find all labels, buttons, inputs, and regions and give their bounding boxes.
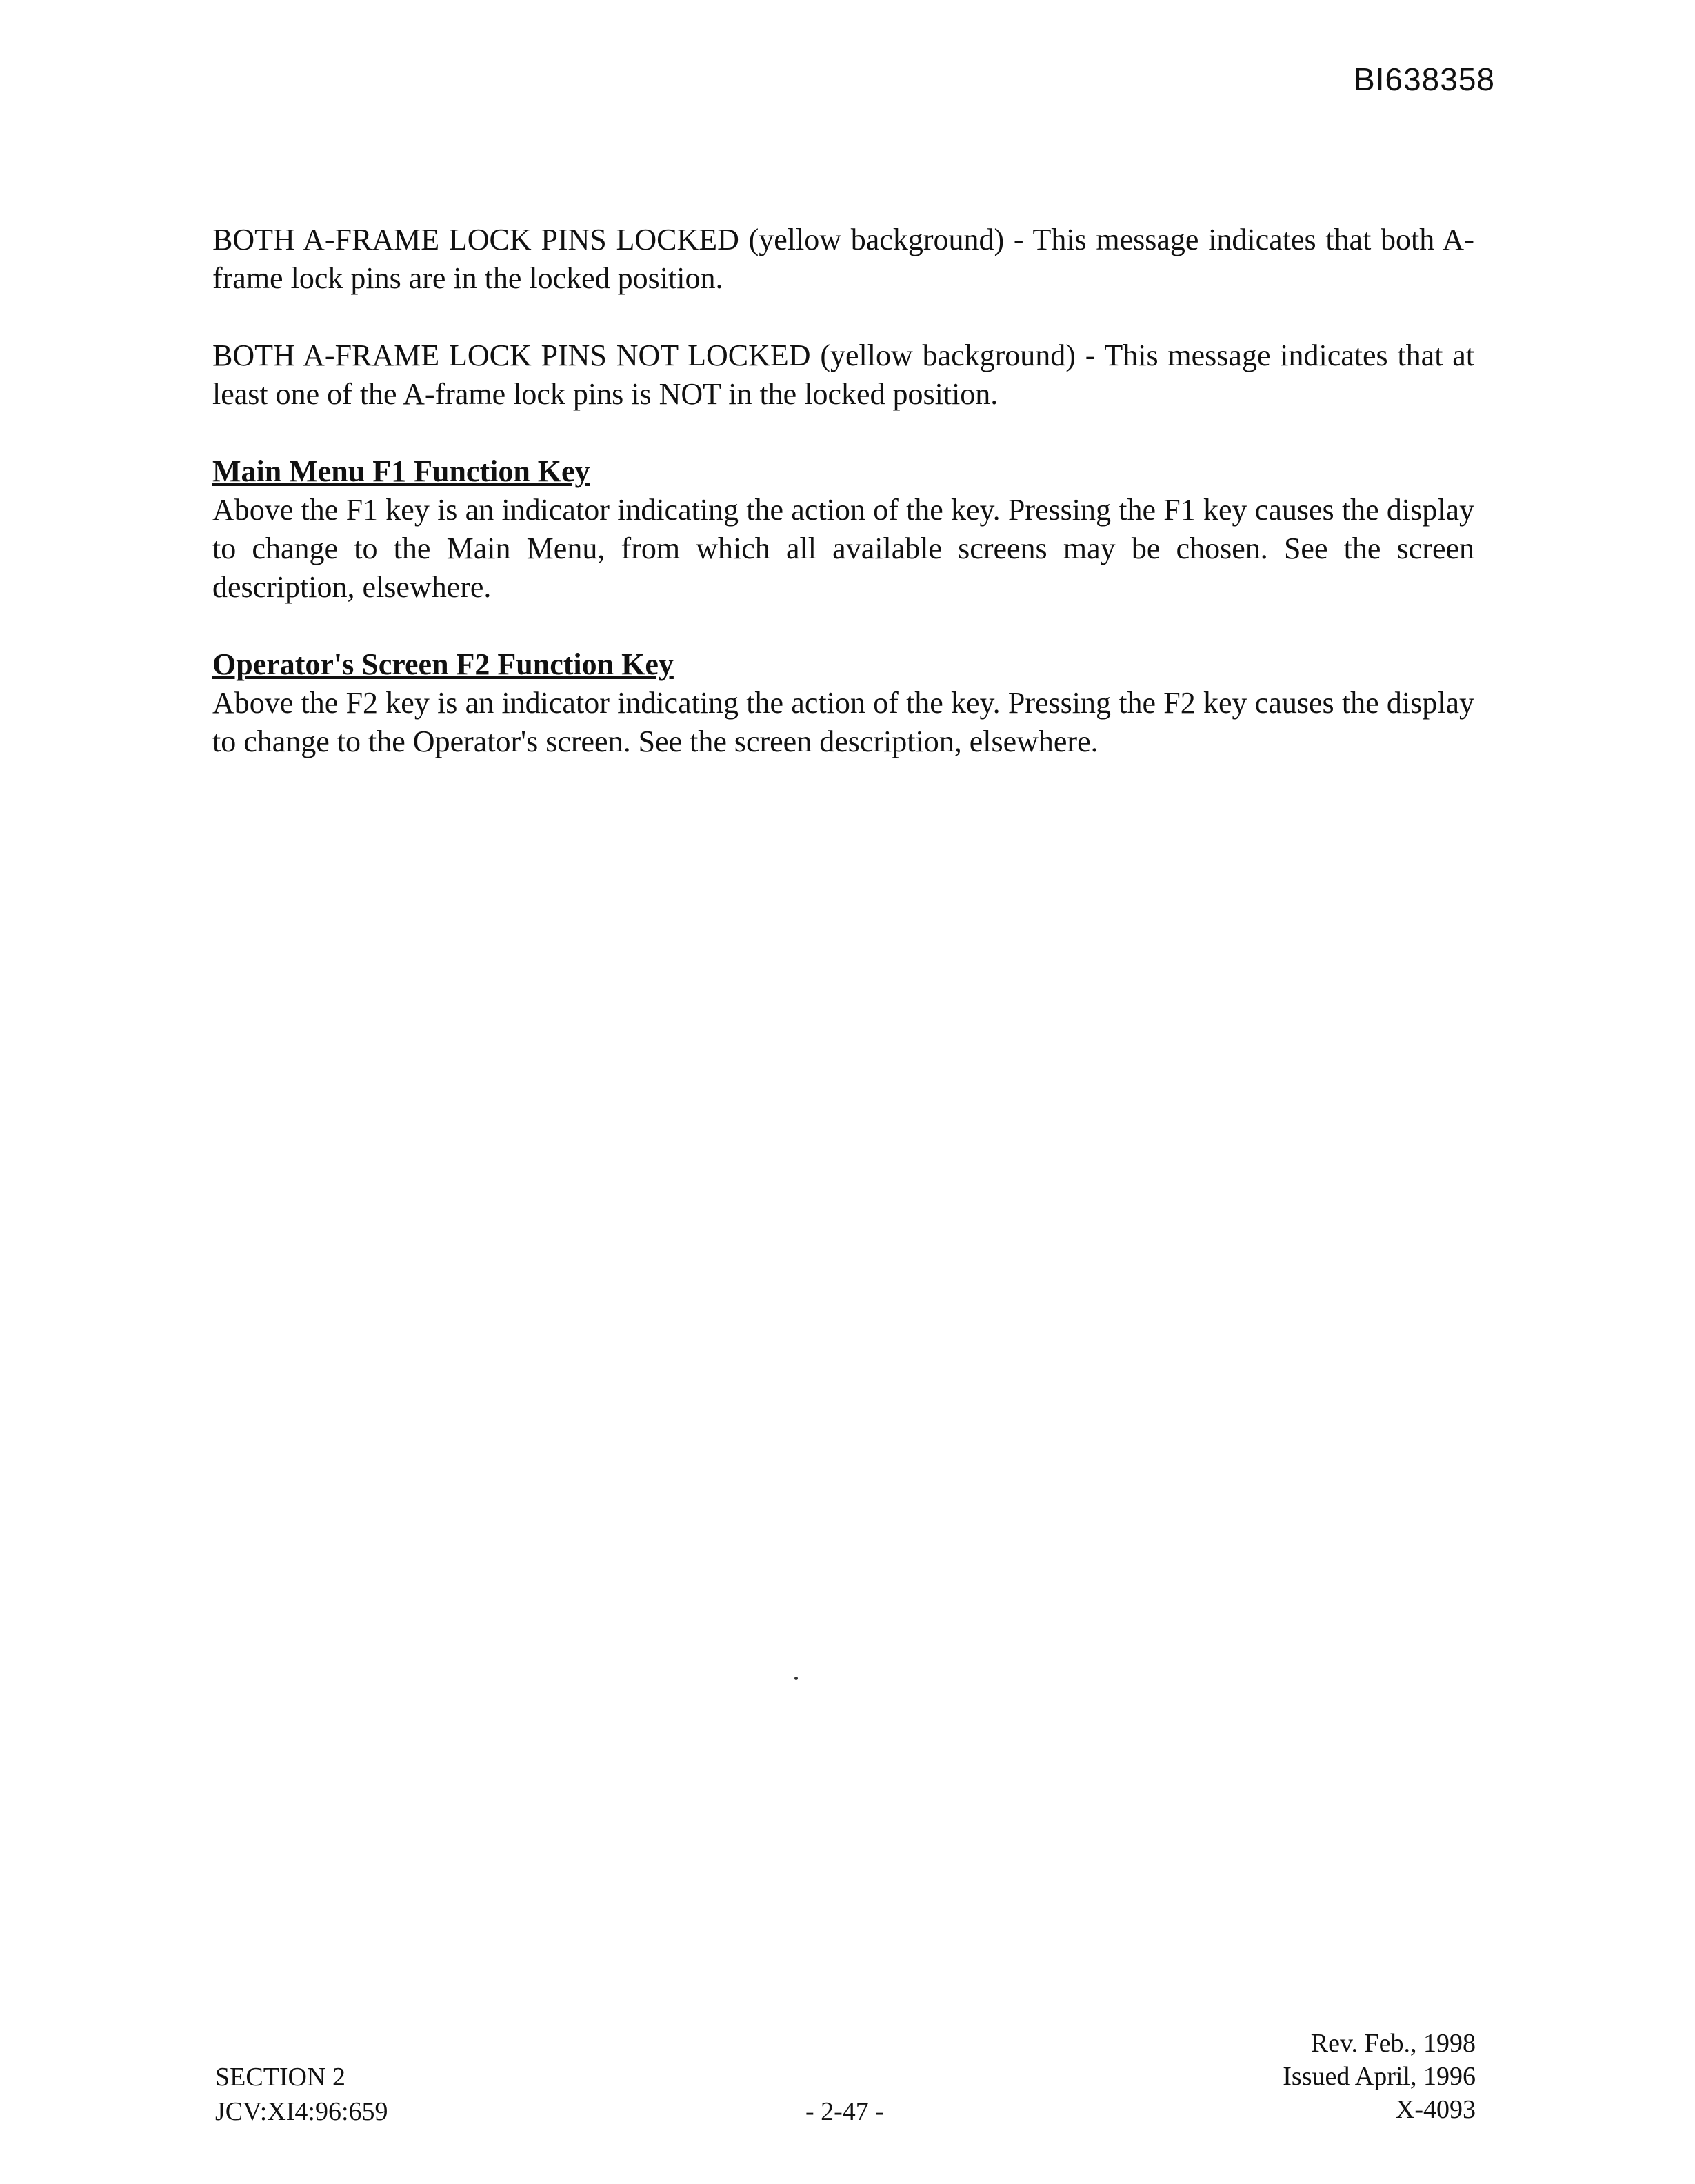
footer-issued: Issued April, 1996 <box>1283 2062 1476 2091</box>
section-heading: Operator's Screen F2 Function Key <box>212 647 674 681</box>
footer-doc-number: X-4093 <box>1395 2095 1476 2124</box>
paragraph-locked: BOTH A-FRAME LOCK PINS LOCKED (yellow background) - This message indicates that both A-frame lock pins are in the locked position. <box>212 223 1474 295</box>
page-number: - 2-47 - <box>805 2097 884 2126</box>
paragraph-not-locked: BOTH A-FRAME LOCK PINS NOT LOCKED (yellow background) - This message indicates that at least one of the A-frame lock pins is NOT in the locked position. <box>212 338 1474 411</box>
section-operators-screen-f2 <box>212 645 1474 761</box>
footer-code: JCV:XI4:96:659 <box>215 2097 388 2126</box>
document-id: BI638358 <box>1354 61 1495 97</box>
footer-right <box>1283 2027 1476 2126</box>
section-heading: Main Menu F1 Function Key <box>212 454 590 488</box>
section-text: Above the F1 key is an indicator indicating the action of the key. Pressing the F1 key causes the display to change to the Main Menu, from which all available screens may be chosen. See the screen description, elsewhere. <box>212 493 1474 604</box>
footer-left <box>215 2060 388 2129</box>
scan-speck <box>794 1677 798 1680</box>
footer-revision: Rev. Feb., 1998 <box>1310 2029 1476 2058</box>
section-text: Above the F2 key is an indicator indicating the action of the key. Pressing the F2 key causes the display to change to the Operator's screen. See the screen description, elsewhere. <box>212 686 1474 758</box>
section-main-menu-f1 <box>212 452 1474 607</box>
document-body <box>212 221 1474 800</box>
footer-section: SECTION 2 <box>215 2063 345 2092</box>
